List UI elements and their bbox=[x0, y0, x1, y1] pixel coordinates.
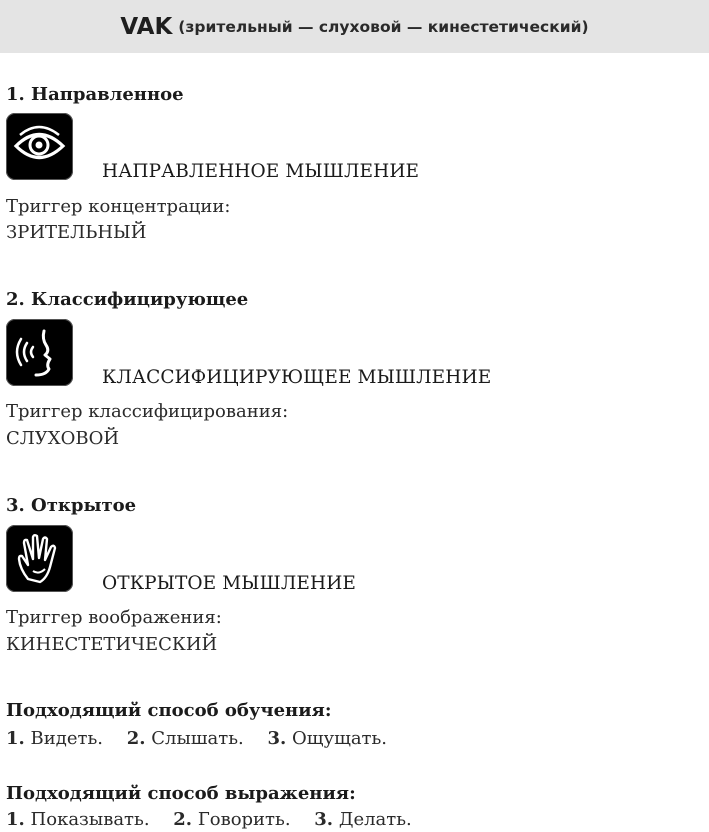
learning-item-1-text: Видеть. bbox=[30, 728, 103, 749]
expression-item-3-num: 3. bbox=[314, 809, 334, 830]
learning-list bbox=[6, 728, 387, 749]
section-1-heading: 1. Направленное bbox=[6, 84, 184, 105]
section-3-thinking: ОТКРЫТОЕ МЫШЛЕНИЕ bbox=[102, 573, 357, 594]
expression-item-2-text: Говорить. bbox=[197, 809, 291, 830]
expression-list bbox=[6, 809, 412, 830]
page-header bbox=[0, 0, 709, 53]
learning-item-3-num: 3. bbox=[267, 728, 287, 749]
section-3-trigger-value: КИНЕСТЕТИЧЕСКИЙ bbox=[6, 634, 218, 655]
speaking-face-icon bbox=[6, 319, 73, 386]
section-3-trigger-label: Триггер воображения: bbox=[6, 607, 222, 628]
section-2-thinking: КЛАССИФИЦИРУЮЩЕЕ МЫШЛЕНИЕ bbox=[102, 367, 492, 388]
learning-item-2-num: 2. bbox=[126, 728, 146, 749]
expression-item-2-num: 2. bbox=[173, 809, 193, 830]
expression-item-1-num: 1. bbox=[6, 809, 25, 830]
expression-heading: Подходящий способ выражения: bbox=[6, 783, 356, 804]
eye-icon bbox=[6, 113, 73, 180]
section-3-heading: 3. Открытое bbox=[6, 495, 137, 516]
section-1-trigger-value: ЗРИТЕЛЬНЫЙ bbox=[6, 222, 147, 243]
hand-icon bbox=[6, 525, 73, 592]
section-1-thinking: НАПРАВЛЕННОЕ МЫШЛЕНИЕ bbox=[102, 161, 420, 182]
section-2-heading: 2. Классифицирующее bbox=[6, 289, 249, 310]
expression-item-3-text: Делать. bbox=[338, 809, 412, 830]
expression-item-1-text: Показывать. bbox=[30, 809, 150, 830]
page-subtitle: (зрительный — слуховой — кинестетический) bbox=[178, 17, 589, 36]
section-1-trigger-label: Триггер концентрации: bbox=[6, 196, 231, 217]
section-2-trigger-value: СЛУХОВОЙ bbox=[6, 428, 120, 449]
learning-item-2-text: Слышать. bbox=[151, 728, 244, 749]
learning-item-3-text: Ощущать. bbox=[292, 728, 388, 749]
learning-item-1-num: 1. bbox=[6, 728, 25, 749]
learning-heading: Подходящий способ обучения: bbox=[6, 700, 332, 721]
section-2-trigger-label: Триггер классифицирования: bbox=[6, 401, 289, 422]
page-title: VAK bbox=[120, 13, 173, 40]
